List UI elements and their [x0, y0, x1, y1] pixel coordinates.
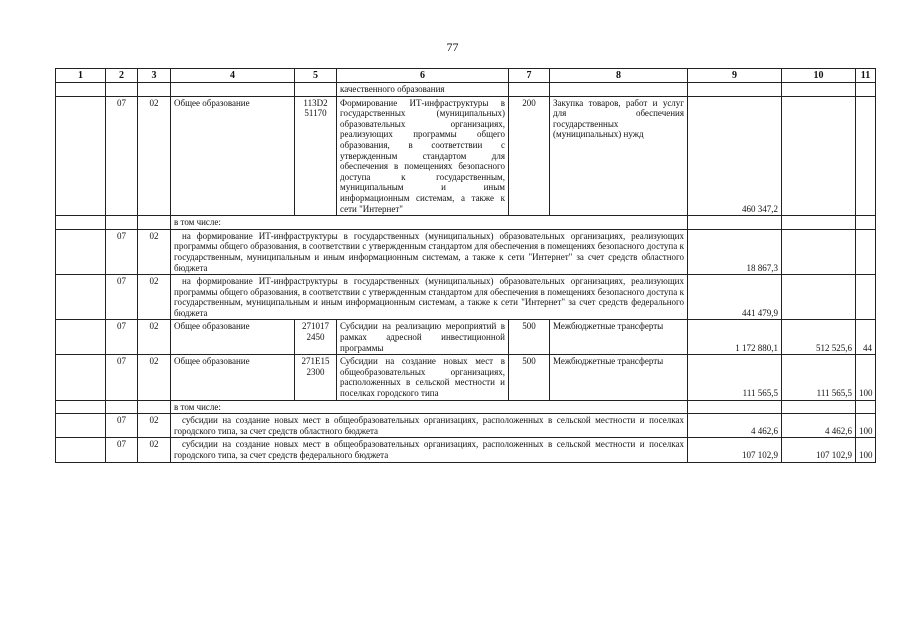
column-header: 4: [171, 69, 295, 83]
column-header: 8: [550, 69, 688, 83]
section-name: Общее образование: [171, 355, 295, 400]
expense-type-code: 200: [509, 96, 550, 216]
expense-type-name: Закупка товаров, работ и услуг для обеспечения государственных (муниципальных) нужд: [550, 96, 688, 216]
amount-cell: 512 525,6: [782, 320, 856, 355]
expense-type-code: 500: [509, 320, 550, 355]
percent-cell: [856, 96, 876, 216]
description-cell: качественного образования: [337, 83, 509, 97]
column-header: 5: [295, 69, 337, 83]
description-cell: на формирование ИТ-инфраструктуры в государственных (муниципальных) образовательных организациях, реализующих программы общего образования, в соответствии с утвержденным стандартом для обеспечения в помещениях безопасного доступа к государственным, муниципальным и иным информационным системам, а также к сети "Интернет" за счет средств федерального бюджета: [171, 275, 688, 320]
percent-cell: [856, 229, 876, 274]
subsection-code: 02: [138, 414, 171, 438]
description-cell: субсидии на создание новых мест в общеобразовательных организациях, расположенных в сельской местности и поселках городского типа, за счет средств областного бюджета: [171, 414, 688, 438]
subsection-code: 02: [138, 320, 171, 355]
table-row: [56, 414, 876, 438]
budget-table: [55, 68, 876, 463]
including-label: в том числе:: [171, 216, 688, 230]
column-header: 7: [509, 69, 550, 83]
percent-cell: 100: [856, 355, 876, 400]
section-code: 07: [106, 229, 138, 274]
table-row: [56, 275, 876, 320]
amount-cell: 111 565,5: [782, 355, 856, 400]
table-row: [56, 83, 876, 97]
description-cell: субсидии на создание новых мест в общеобразовательных организациях, расположенных в сельской местности и поселках городского типа, за счет средств федерального бюджета: [171, 438, 688, 462]
column-header: 3: [138, 69, 171, 83]
header-row: [56, 69, 876, 83]
amount-cell: [782, 96, 856, 216]
amount-cell: 4 462,6: [688, 414, 782, 438]
column-header: 6: [337, 69, 509, 83]
amount-cell: 107 102,9: [688, 438, 782, 462]
amount-cell: [782, 229, 856, 274]
description-cell: на формирование ИТ-инфраструктуры в государственных (муниципальных) образовательных организациях, реализующих программы общего образования, в соответствии с утвержденным стандартом для обеспечения в помещениях безопасного доступа к государственным, муниципальным и иным информационным системам, а также к сети "Интернет" за счет средств областного бюджета: [171, 229, 688, 274]
table-row: [56, 216, 876, 230]
column-header: 2: [106, 69, 138, 83]
expense-type-name: Межбюджетные трансферты: [550, 355, 688, 400]
amount-cell: 460 347,2: [688, 96, 782, 216]
subsection-code: 02: [138, 438, 171, 462]
description-cell: Субсидии на создание новых мест в общеобразовательных организациях, расположенных в сельской местности и поселках городского типа: [337, 355, 509, 400]
section-name: Общее образование: [171, 320, 295, 355]
subsection-code: 02: [138, 229, 171, 274]
target-article-code: 113D2 51170: [295, 96, 337, 216]
section-code: 07: [106, 355, 138, 400]
table-row: [56, 96, 876, 216]
subsection-code: 02: [138, 96, 171, 216]
section-code: 07: [106, 96, 138, 216]
percent-cell: 100: [856, 414, 876, 438]
table-row: [56, 229, 876, 274]
description-cell: Субсидии на реализацию мероприятий в рамках адресной инвестиционной программы: [337, 320, 509, 355]
subsection-code: 02: [138, 275, 171, 320]
including-label: в том числе:: [171, 400, 688, 414]
expense-type-code: 500: [509, 355, 550, 400]
percent-cell: 44: [856, 320, 876, 355]
subsection-code: 02: [138, 355, 171, 400]
section-code: 07: [106, 320, 138, 355]
percent-cell: [856, 275, 876, 320]
target-article-code: 271017 2450: [295, 320, 337, 355]
description-cell: Формирование ИТ-инфраструктуры в государственных (муниципальных) образовательных организациях, реализующих программы общего образования, в соответствии с утвержденным стандартом для обеспечения в помещениях безопасного доступа к государственным, муниципальным и иным информационным системам, а также к сети "Интернет": [337, 96, 509, 216]
amount-cell: 1 172 880,1: [688, 320, 782, 355]
table-row: [56, 400, 876, 414]
percent-cell: 100: [856, 438, 876, 462]
amount-cell: 107 102,9: [782, 438, 856, 462]
column-header: 1: [56, 69, 106, 83]
target-article-code: 271E15 2300: [295, 355, 337, 400]
section-code: 07: [106, 414, 138, 438]
section-code: 07: [106, 275, 138, 320]
column-header: 10: [782, 69, 856, 83]
table-row: [56, 438, 876, 462]
section-name: Общее образование: [171, 96, 295, 216]
expense-type-name: Межбюджетные трансферты: [550, 320, 688, 355]
section-code: 07: [106, 438, 138, 462]
page-number: 77: [446, 40, 459, 54]
amount-cell: 18 867,3: [688, 229, 782, 274]
amount-cell: 441 479,9: [688, 275, 782, 320]
table-row: [56, 320, 876, 355]
column-header: 11: [856, 69, 876, 83]
amount-cell: 111 565,5: [688, 355, 782, 400]
table-row: [56, 355, 876, 400]
amount-cell: 4 462,6: [782, 414, 856, 438]
column-header: 9: [688, 69, 782, 83]
amount-cell: [782, 275, 856, 320]
